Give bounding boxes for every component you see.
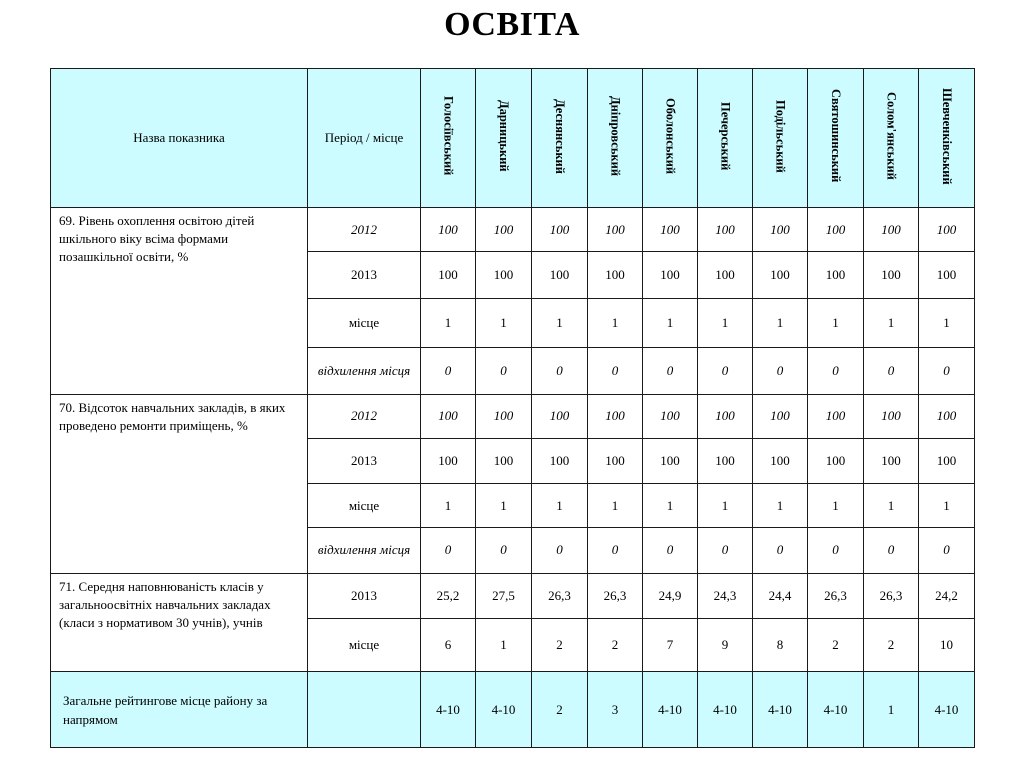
value-cell: 100 [808,438,864,483]
value-cell: 100 [643,394,698,438]
total-period-empty [308,672,421,748]
value-cell: 26,3 [808,573,864,618]
total-value: 2 [532,672,588,748]
value-cell: 0 [532,347,588,394]
value-cell: 100 [421,394,476,438]
value-cell: 100 [698,438,753,483]
district-header [532,69,588,208]
value-cell: 100 [753,438,808,483]
value-cell: 25,2 [421,573,476,618]
page-title: ОСВІТА [444,6,580,43]
value-cell: 27,5 [476,573,532,618]
period-column-header [308,69,421,208]
value-cell: 100 [698,208,753,252]
value-cell: 1 [864,484,919,528]
period-label: 2013 [308,573,421,618]
value-cell: 0 [919,528,975,573]
value-cell: 1 [919,299,975,347]
district-label: Шевченківський [940,87,954,185]
district-label: Подільський [773,99,788,173]
value-cell: 1 [643,299,698,347]
value-cell: 100 [532,438,588,483]
period-label: 2012 [308,208,421,252]
district-header [643,69,698,208]
value-cell: 100 [919,252,975,299]
value-cell: 2 [808,618,864,671]
value-cell: 100 [808,208,864,252]
value-cell: 0 [421,528,476,573]
value-cell: 0 [864,347,919,394]
value-cell: 0 [588,347,643,394]
total-value: 3 [588,672,643,748]
table-row [51,573,975,618]
district-label: Дніпровський [608,95,623,177]
value-cell: 100 [588,438,643,483]
district-label: Печерський [718,101,733,171]
value-cell: 2 [588,618,643,671]
value-cell: 0 [808,347,864,394]
period-label: відхилення місця [308,528,421,573]
value-cell: 1 [532,299,588,347]
value-cell: 100 [753,208,808,252]
period-label: місце [308,484,421,528]
value-cell: 100 [698,252,753,299]
value-cell: 0 [919,347,975,394]
value-cell: 1 [698,484,753,528]
district-header [753,69,808,208]
value-cell: 0 [476,347,532,394]
value-cell: 100 [808,252,864,299]
value-cell: 26,3 [588,573,643,618]
value-cell: 100 [919,208,975,252]
value-cell: 1 [753,299,808,347]
header-row [51,69,975,208]
value-cell: 100 [421,252,476,299]
value-cell: 0 [753,347,808,394]
value-cell: 100 [532,208,588,252]
value-cell: 2 [864,618,919,671]
value-cell: 100 [532,394,588,438]
value-cell: 100 [643,252,698,299]
total-label: Загальне рейтингове місце району за напрямом [51,672,308,748]
value-cell: 1 [588,484,643,528]
value-cell: 26,3 [864,573,919,618]
value-cell: 100 [588,252,643,299]
district-header [698,69,753,208]
value-cell: 1 [476,299,532,347]
value-cell: 0 [421,347,476,394]
district-label: Солом'янський [884,92,899,180]
period-label: 2013 [308,252,421,299]
value-cell: 2 [532,618,588,671]
value-cell: 0 [588,528,643,573]
value-cell: 100 [421,438,476,483]
value-cell: 1 [476,484,532,528]
value-cell: 24,2 [919,573,975,618]
period-header-label: Період / місце [324,130,404,145]
value-cell: 100 [532,252,588,299]
table-body [51,208,975,672]
value-cell: 1 [808,299,864,347]
district-label: Деснянський [553,98,567,174]
value-cell: 0 [643,528,698,573]
period-label: місце [308,618,421,671]
total-value: 4-10 [753,672,808,748]
district-header [476,69,532,208]
district-header [588,69,643,208]
table-row [51,208,975,252]
total-value: 1 [864,672,919,748]
period-label: 2013 [308,438,421,483]
value-cell: 1 [643,484,698,528]
total-value: 4-10 [476,672,532,748]
value-cell: 100 [864,438,919,483]
value-cell: 0 [753,528,808,573]
value-cell: 100 [753,394,808,438]
value-cell: 1 [919,484,975,528]
district-header [421,69,476,208]
district-label: Голосіївський [441,96,456,176]
value-cell: 0 [532,528,588,573]
value-cell: 1 [532,484,588,528]
value-cell: 7 [643,618,698,671]
value-cell: 100 [753,252,808,299]
value-cell: 0 [698,347,753,394]
value-cell: 1 [588,299,643,347]
value-cell: 100 [864,208,919,252]
total-row [51,672,975,748]
period-label: відхилення місця [308,347,421,394]
indicator-name: 69. Рівень охоплення освітою дітей шкільного віку всіма формами позашкільної освіти, % [51,208,308,395]
value-cell: 100 [643,208,698,252]
total-value: 4-10 [698,672,753,748]
value-cell: 100 [476,208,532,252]
total-value: 4-10 [421,672,476,748]
value-cell: 100 [864,252,919,299]
indicator-column-header: Назва показника [51,69,308,208]
education-rating-table [50,68,975,748]
value-cell: 1 [808,484,864,528]
value-cell: 0 [476,528,532,573]
district-header [864,69,919,208]
value-cell: 1 [421,484,476,528]
value-cell: 100 [698,394,753,438]
value-cell: 0 [643,347,698,394]
total-value: 4-10 [919,672,975,748]
value-cell: 1 [476,618,532,671]
value-cell: 100 [919,438,975,483]
district-label: Оболонський [663,97,678,175]
value-cell: 6 [421,618,476,671]
total-value: 4-10 [643,672,698,748]
period-label: 2012 [308,394,421,438]
value-cell: 1 [864,299,919,347]
indicator-name: 70. Відсоток навчальних закладів, в яких проведено ремонти приміщень, % [51,394,308,573]
value-cell: 100 [588,208,643,252]
value-cell: 100 [864,394,919,438]
value-cell: 24,3 [698,573,753,618]
district-label: Дарницький [497,100,511,172]
value-cell: 0 [864,528,919,573]
value-cell: 0 [698,528,753,573]
district-header [919,69,975,208]
value-cell: 8 [753,618,808,671]
value-cell: 100 [643,438,698,483]
value-cell: 100 [421,208,476,252]
district-label: Святошинський [829,89,843,183]
value-cell: 100 [808,394,864,438]
total-value: 4-10 [808,672,864,748]
value-cell: 0 [808,528,864,573]
value-cell: 10 [919,618,975,671]
value-cell: 26,3 [532,573,588,618]
value-cell: 100 [919,394,975,438]
value-cell: 100 [476,394,532,438]
value-cell: 24,9 [643,573,698,618]
value-cell: 1 [698,299,753,347]
indicator-name: 71. Середня наповнюваність класів у загальноосвітніх навчальних закладах (класи з нормативом 30 учнів), учнів [51,573,308,671]
value-cell: 100 [476,252,532,299]
value-cell: 100 [588,394,643,438]
table-row [51,394,975,438]
value-cell: 9 [698,618,753,671]
value-cell: 1 [421,299,476,347]
value-cell: 24,4 [753,573,808,618]
period-label: місце [308,299,421,347]
district-header [808,69,864,208]
value-cell: 1 [753,484,808,528]
value-cell: 100 [476,438,532,483]
